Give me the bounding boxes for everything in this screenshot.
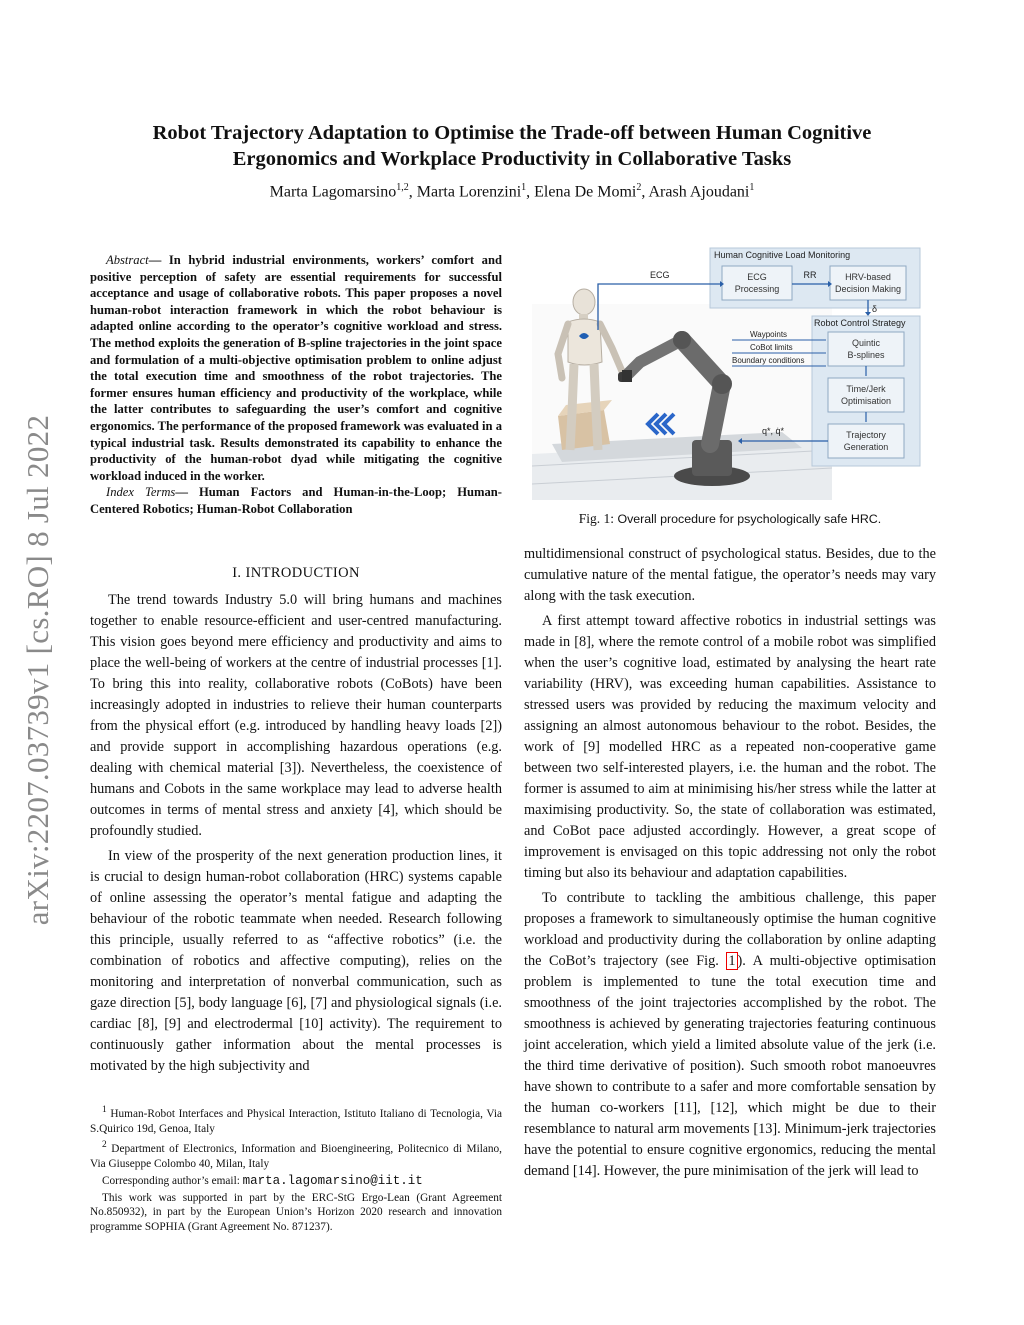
paper-title bbox=[60, 120, 964, 172]
rr-label: RR bbox=[803, 270, 817, 280]
title-line-1: Robot Trajectory Adaptation to Optimise the Trade-off between Human Cognitive bbox=[152, 122, 872, 144]
author-4-affil: 1 bbox=[749, 182, 755, 193]
opt-box-line1: Time/Jerk bbox=[846, 384, 886, 394]
input-cobot-limits: CoBot limits bbox=[750, 343, 793, 352]
q-label: q*, q̇* bbox=[762, 426, 785, 436]
author-1: Marta Lagomarsino bbox=[269, 183, 397, 201]
paragraph: A first attempt toward affective robotics in industrial settings was made in [8], where the remote control of a mobile robot was simplified when the user’s cognitive load, estimated by analysing the heart rate variability (HRV), was exceeding human capabilities. Assistance to stressed users was provided by reducing the maximum velocity and assigning an almost autonomous behaviour to the robot. Besides, the work of [9] modelled HRC as a repeated non-cooperative game between two self-interested players, i.e. the human and the robot. The former is assumed to aim at minimising his/her stress while the latter at maximising productivity. So, the state of collaboration was estimated, and CoBot pace adjusted accordingly. However, a great scope of improvement is envisaged on this topic addressing not only the robot timing but also its behaviour and adaptation capabilities. bbox=[524, 613, 936, 881]
paragraph-text: To contribute to tackling the ambitious challenge, this paper proposes a framework to simultaneously optimise the human cognitive workload and productivity during the collaboration by online adapting the CoBot’s trajectory (see Fig. bbox=[524, 890, 936, 969]
author-4: Arash Ajoudani bbox=[648, 183, 750, 201]
author-2: Marta Lorenzini bbox=[416, 183, 522, 201]
author-2-affil: 1 bbox=[521, 182, 527, 193]
funding-note: This work was supported in part by the ERC-StG Ergo-Lean (Grant Agreement No.850932), in part by the European Union’s Horizon 2020 research and innovation programme SOPHIA (Grant Agreement No. 871237). bbox=[90, 1191, 502, 1234]
footnote-1: Human-Robot Interfaces and Physical Interaction, Istituto Italiano di Tecnologia, Via S.Quirico 19d, Genoa, Italy bbox=[90, 1107, 502, 1135]
monitor-title: Human Cognitive Load Monitoring bbox=[714, 250, 851, 260]
figure-reference-link[interactable]: 1 bbox=[728, 953, 736, 969]
paragraph: In view of the prosperity of the next generation production lines, it is crucial to design human-robot collaboration (HRC) systems capable of online assessing the operator’s mental fatigue and adapting the behaviour of the robotic teammate when needed. Research following this principle, usually referred to as “affective robotics” (i.e. the combination of robotics and affective computing), relies on the monitoring and interpretation of nonverbal communication, such as gaze direction [5], body language [6], [7] and physiological signals (i.e. cardiac [8], [9] and electrodermal [10] activity). The requirement to continuously gather information about the mental processes is motivated by the high subjectivity and bbox=[90, 848, 502, 1074]
footnote-marker: 1 bbox=[102, 1105, 107, 1115]
footnote-marker: 2 bbox=[102, 1140, 107, 1151]
caption-label: Fig. 1: bbox=[578, 511, 615, 526]
paragraph: multidimensional construct of psychological status. Besides, due to the cumulative nature of the mental fatigue, the operator’s needs may vary along with the task execution. bbox=[524, 546, 936, 604]
section-heading: I. INTRODUCTION bbox=[232, 565, 360, 581]
input-waypoints: Waypoints bbox=[750, 330, 788, 339]
paragraph: The trend towards Industry 5.0 will bring humans and machines together to enable resource-efficient and user-centred manufacturing. This vision goes beyond mere efficiency and productivity and aims to place the well-being of workers at the centre of industrial processes [1]. To bring this into reality, collaborative robots (CoBots) have been increasingly adopted in industries to relieve their human counterparts from the physical effort (e.g. introduced by handling heavy loads [2]) and provide support in accomplishing hazardous operations (e.g. dealing with chemical material [3]). Nevertheless, the coexistence of humans and Cobots in the same workplace may lead to adverse health outcomes in terms of mental stress and anxiety [4], which should be profoundly studied. bbox=[90, 592, 502, 839]
spline-box-line2: B-splines bbox=[847, 350, 885, 360]
spline-box-line1: Quintic bbox=[851, 338, 881, 348]
email-address[interactable]: marta.lagomarsino@iit.it bbox=[242, 1173, 423, 1188]
ecg-label: ECG bbox=[650, 270, 670, 280]
author-3: Elena De Momi bbox=[534, 183, 637, 201]
footnote-2: Department of Electronics, Information and Bioengineering, Politecnico di Milano, Via Giuseppe Colombo 40, Milan, Italy bbox=[90, 1143, 502, 1170]
title-line-2: Ergonomics and Workplace Productivity in Collaborative Tasks bbox=[232, 148, 792, 170]
ecg-box-line2: Processing bbox=[734, 284, 780, 294]
abstract-label: Abstract bbox=[106, 253, 149, 267]
strategy-title: Robot Control Strategy bbox=[814, 318, 906, 328]
abstract: Abstract— In hybrid industrial environments, workers’ comfort and positive perception of safety are essential requirements for successful acceptance and usage of collaborative robots. This paper proposes a novel human-robot interaction framework in which the robot behaviour is adapted online according to the operator’s cognitive workload and stress. The method exploits the generation of B-spline trajectories in the joint space and formulation of a multi-objective optimisation problem to online adjust the total execution time and smoothness of the robot trajectories. The former ensures human efficiency and productivity of the workplace, while the latter contributes to safeguarding the user’s comfort and cognitive ergonomics. The performance of the proposed framework was evaluated in a typical industrial task. Results demonstrated its capability to enhance the productivity of the human-robot dyad while mitigating the cognitive workload induced in the worker. Index Terms— Human Factors and Human-in-the-Loop; Human-Centered Robotics; Human-Robot Collaboration bbox=[90, 253, 502, 516]
figure-1 bbox=[532, 244, 922, 500]
input-boundary-conditions: Boundary conditions bbox=[732, 356, 805, 365]
email-label: Corresponding author’s email: bbox=[102, 1174, 240, 1187]
right-column-body bbox=[524, 544, 936, 1186]
gen-box-line2: Generation bbox=[843, 442, 889, 452]
hrv-box-line1: HRV-based bbox=[845, 272, 891, 282]
author-3-affil: 2 bbox=[636, 182, 642, 193]
paragraph-text: ). A multi-objective optimisation problem is implemented to tune the total execution time and smoothness of the joint trajectories accomplished by the robot. The smoothness is achieved by generating trajectories featuring continuous joint acceleration, which yield a limited absolute value of the jerk (i.e. the third time derivative of position). Such smooth robot manoeuvres have shown to contribute to a safer and more comfortable sensation by the human co-workers [11], [12], which might be due to their resemblance to natural arm movements [13]. Minimum-jerk trajectories have the potential to ensure cognitive ergonomics, reducing the mental demand [14]. However, the pure minimisation of the jerk will lead to bbox=[524, 953, 937, 1179]
left-column-body bbox=[90, 590, 502, 1081]
index-terms-text: Human Factors and Human-in-the-Loop; Human-Centered Robotics; Human-Robot Collaboration bbox=[90, 485, 502, 516]
arxiv-stamp bbox=[4, 380, 72, 960]
arxiv-id: arXiv:2207.03739v1 [cs.RO] 8 Jul 2022 bbox=[20, 414, 55, 926]
index-terms-label: Index Terms bbox=[106, 485, 176, 500]
author-1-affil: 1,2 bbox=[396, 182, 409, 193]
gen-box-line1: Trajectory bbox=[846, 430, 886, 440]
opt-box-line2: Optimisation bbox=[840, 396, 892, 406]
figure-caption bbox=[524, 511, 936, 527]
ecg-box-line1: ECG bbox=[747, 272, 767, 282]
abstract-text: In hybrid industrial environments, workers’ comfort and positive perception of safety are essential requirements for successful acceptance and usage of collaborative robots. This paper proposes a novel human-robot interaction framework in which the robot behaviour is adapted online according to the operator’s cognitive workload and stress. The method exploits the generation of B-spline trajectories in the joint space and formulation of a multi-objective optimisation problem to online adjust the total execution time and smoothness of the robot trajectories. The former ensures human efficiency and productivity of the workplace, while the latter contributes to safeguarding the user’s comfort and cognitive ergonomics. The performance of the proposed framework was evaluated in a typical industrial task. Results demonstrated its capability to enhance the productivity of the human-robot dyad while mitigating the cognitive workload induced in the worker. bbox=[90, 253, 502, 483]
delta-label: δ bbox=[872, 304, 878, 314]
footnotes bbox=[90, 1103, 502, 1237]
paragraph bbox=[524, 888, 936, 1182]
author-list: Marta Lagomarsino$^{1,2}$, Marta Lorenzini$^1$, Elena De Momi$^2$, Arash Ajoudani$^1$ bbox=[269, 182, 755, 201]
hrv-box-line2: Decision Making bbox=[834, 284, 902, 294]
caption-text: Overall procedure for psychologically safe HRC. bbox=[617, 512, 882, 526]
